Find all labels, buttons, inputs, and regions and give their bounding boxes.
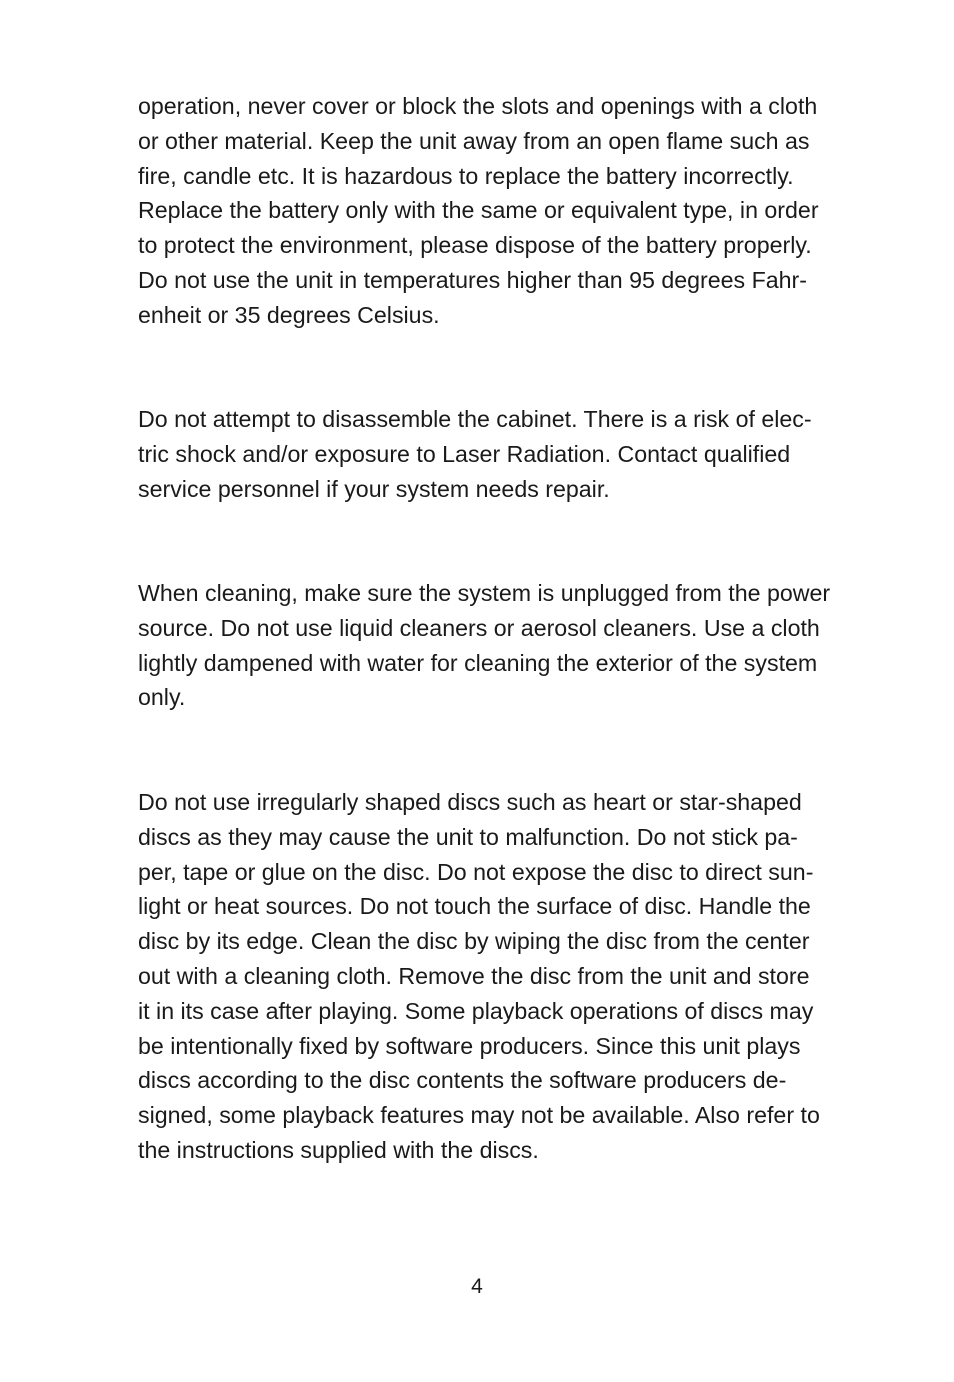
text-line: discs according to the disc contents the software producers de- <box>138 1067 787 1094</box>
paragraph-cabinet-warning <box>138 402 875 506</box>
text-line: or other material. Keep the unit away from an open flame such as <box>138 127 810 154</box>
text-line: be intentionally fixed by software producers. Since this unit plays <box>138 1032 801 1059</box>
paragraph-disc-handling <box>138 785 875 1168</box>
text-line: discs as they may cause the unit to malfunction. Do not stick pa- <box>138 823 798 850</box>
text-line: lightly dampened with water for cleaning the exterior of the system <box>138 649 818 676</box>
text-line: light or heat sources. Do not touch the surface of disc. Handle the <box>138 893 811 920</box>
text-line: source. Do not use liquid cleaners or aerosol cleaners. Use a cloth <box>138 614 820 641</box>
text-line: out with a cleaning cloth. Remove the disc from the unit and store <box>138 962 810 989</box>
text-line: Replace the battery only with the same or equivalent type, in order <box>138 197 819 224</box>
text-line: signed, some playback features may not be available. Also refer to <box>138 1102 820 1129</box>
text-line: Do not attempt to disassemble the cabinet. There is a risk of elec- <box>138 406 812 432</box>
page-number: 4 <box>471 1275 483 1298</box>
text-line: tric shock and/or exposure to Laser Radiation. Contact qualified <box>138 440 791 467</box>
paragraph-cleaning <box>138 576 875 715</box>
text-line: Do not use irregularly shaped discs such as heart or star-shaped <box>138 789 802 815</box>
text-line: fire, candle etc. It is hazardous to replace the battery incorrectly. <box>138 162 794 189</box>
text-line: service personnel if your system needs repair. <box>138 475 610 502</box>
text-line: disc by its edge. Clean the disc by wiping the disc from the center <box>138 928 810 955</box>
text-line: only. <box>138 684 186 711</box>
text-line: it in its case after playing. Some playback operations of discs may <box>138 997 814 1024</box>
text-line: When cleaning, make sure the system is unplugged from the power <box>138 580 831 606</box>
text-line: the instructions supplied with the discs. <box>138 1136 539 1163</box>
text-line: enheit or 35 degrees Celsius. <box>138 301 440 328</box>
text-line: to protect the environment, please dispose of the battery properly. <box>138 232 812 259</box>
paragraph-ventilation-battery <box>138 89 875 333</box>
text-line: Do not use the unit in temperatures higher than 95 degrees Fahr- <box>138 266 807 293</box>
text-line: per, tape or glue on the disc. Do not expose the disc to direct sun- <box>138 858 814 885</box>
text-line: operation, never cover or block the slots and openings with a cloth <box>138 93 818 119</box>
